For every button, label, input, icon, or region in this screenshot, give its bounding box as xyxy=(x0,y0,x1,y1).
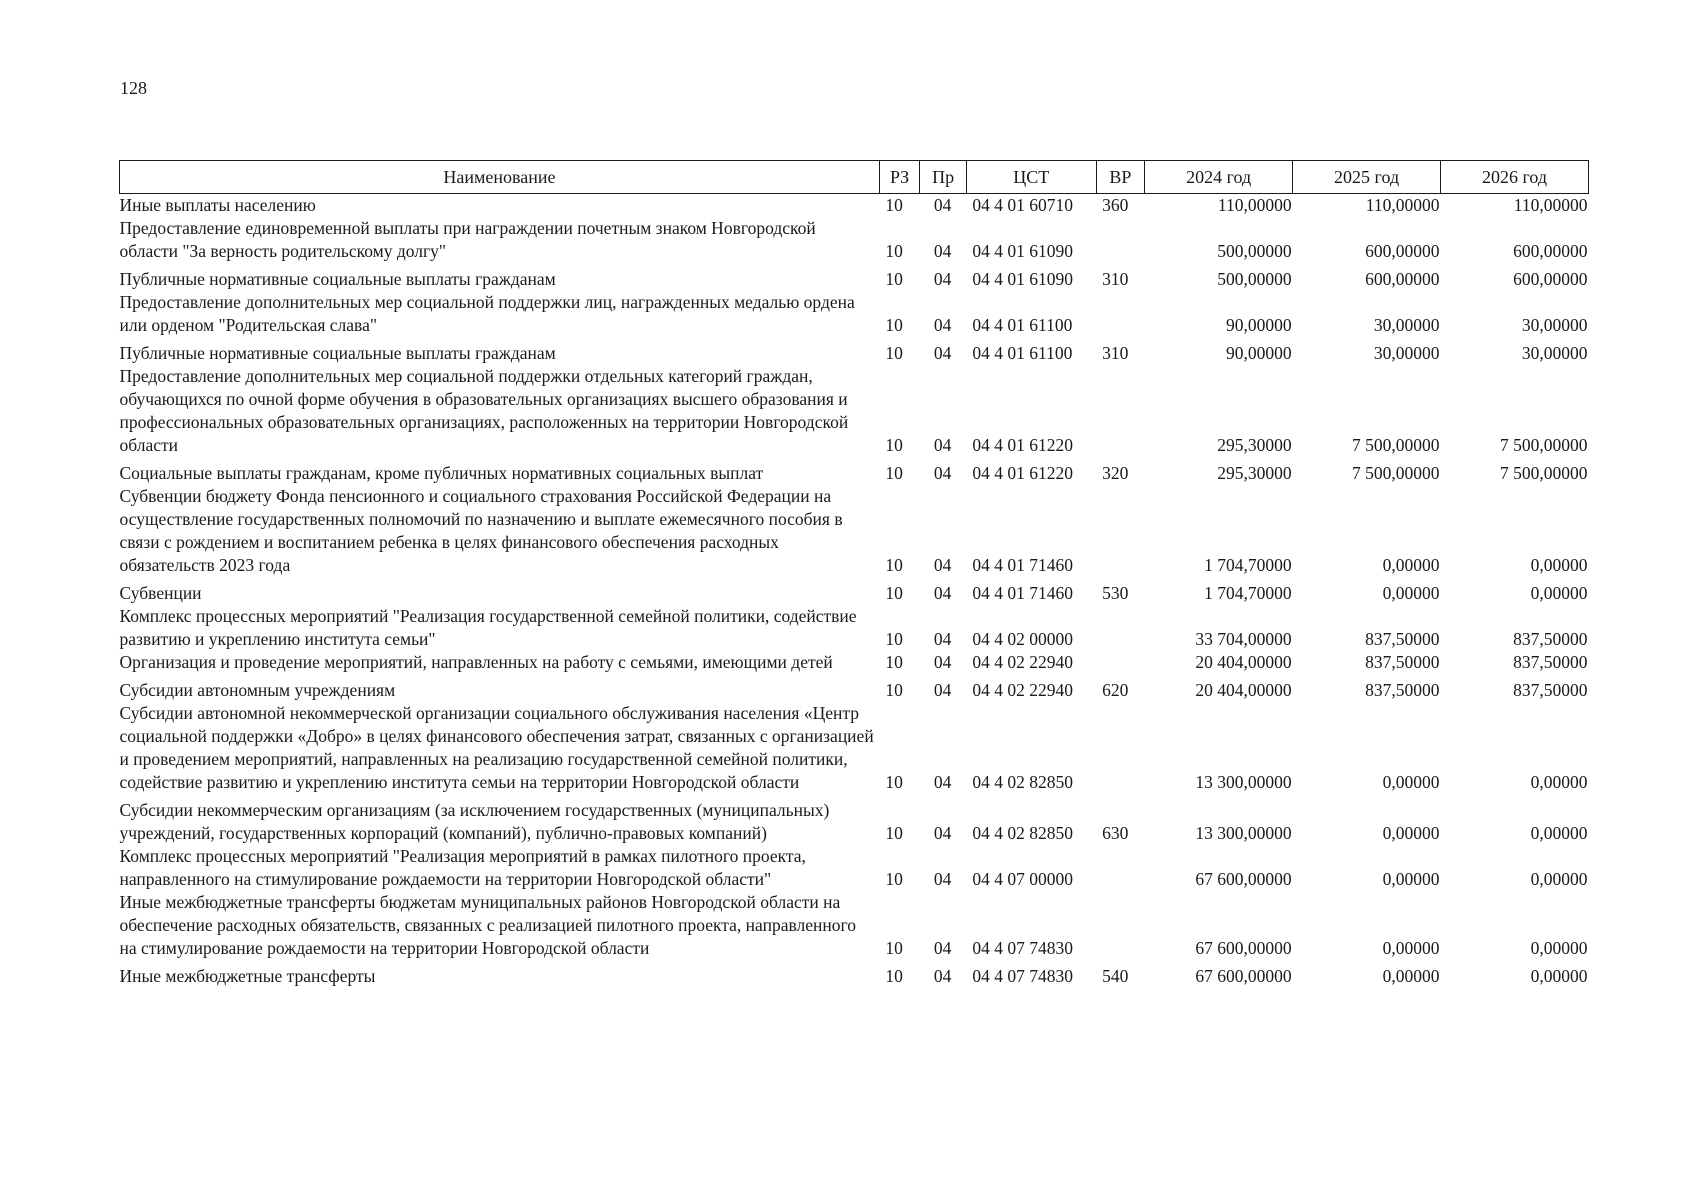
cell-2024: 1 704,70000 xyxy=(1204,583,1292,603)
table-row xyxy=(120,674,1589,702)
cell-2026: 0,00000 xyxy=(1530,823,1588,843)
cell-2025: 837,50000 xyxy=(1365,652,1440,672)
cell-pr: 04 xyxy=(933,652,952,672)
cell-rz: 10 xyxy=(885,195,903,215)
cell-2025: 600,00000 xyxy=(1365,269,1440,289)
cell-name: Субвенции xyxy=(119,583,202,603)
cell-2026: 30,00000 xyxy=(1521,315,1588,335)
cell-2025: 7 500,00000 xyxy=(1352,463,1440,483)
cell-2024: 20 404,00000 xyxy=(1195,652,1292,672)
cell-pr: 04 xyxy=(933,463,952,483)
cell-2025: 0,00000 xyxy=(1382,966,1440,986)
cell-cst: 04 4 01 61220 xyxy=(972,435,1074,455)
cell-cst: 04 4 01 61220 xyxy=(972,463,1074,483)
cell-pr: 04 xyxy=(933,343,952,363)
table-row xyxy=(120,960,1589,988)
cell-pr: 04 xyxy=(933,772,952,792)
cell-vr: 540 xyxy=(1102,966,1129,986)
cell-2024: 67 600,00000 xyxy=(1195,869,1292,889)
cell-2025: 110,00000 xyxy=(1365,195,1440,215)
table-header xyxy=(120,161,1589,194)
cell-name: Комплекс процессных мероприятий "Реализация мероприятий в рамках пилотного проекта, направленного на стимулирование рождаемости на территории Новгородской области" xyxy=(119,846,806,889)
cell-cst: 04 4 07 00000 xyxy=(972,869,1074,889)
cell-2024: 33 704,00000 xyxy=(1195,629,1292,649)
table-row xyxy=(120,365,1589,457)
cell-rz: 10 xyxy=(885,652,903,672)
cell-cst: 04 4 02 22940 xyxy=(972,680,1074,700)
cell-rz: 10 xyxy=(885,343,903,363)
cell-vr: 310 xyxy=(1102,269,1129,289)
cell-cst: 04 4 07 74830 xyxy=(972,966,1074,986)
cell-2025: 0,00000 xyxy=(1382,583,1440,603)
table-row xyxy=(120,845,1589,891)
cell-vr: 630 xyxy=(1102,823,1129,843)
cell-cst: 04 4 02 82850 xyxy=(972,772,1074,792)
cell-vr xyxy=(1096,605,1145,651)
table-row xyxy=(120,457,1589,485)
cell-2025: 30,00000 xyxy=(1373,315,1440,335)
cell-name: Публичные нормативные социальные выплаты гражданам xyxy=(119,343,556,363)
table-body xyxy=(120,194,1589,989)
cell-vr xyxy=(1096,485,1145,577)
cell-pr: 04 xyxy=(933,269,952,289)
cell-vr xyxy=(1096,891,1145,960)
cell-2025: 30,00000 xyxy=(1373,343,1440,363)
table-row xyxy=(120,217,1589,263)
cell-vr xyxy=(1096,217,1145,263)
table-row xyxy=(120,577,1589,605)
cell-cst: 04 4 02 82850 xyxy=(972,823,1074,843)
cell-2024: 500,00000 xyxy=(1217,269,1292,289)
cell-2026: 7 500,00000 xyxy=(1500,463,1588,483)
table-row xyxy=(120,291,1589,337)
cell-2026: 0,00000 xyxy=(1530,966,1588,986)
cell-2026: 110,00000 xyxy=(1513,195,1588,215)
cell-cst: 04 4 01 60710 xyxy=(972,195,1074,215)
cell-rz: 10 xyxy=(885,823,903,843)
header-2025: 2025 год xyxy=(1293,161,1441,194)
cell-pr: 04 xyxy=(933,555,952,575)
cell-pr: 04 xyxy=(933,966,952,986)
cell-pr: 04 xyxy=(933,583,952,603)
header-2024: 2024 год xyxy=(1145,161,1293,194)
cell-pr: 04 xyxy=(933,195,952,215)
table-row xyxy=(120,485,1589,577)
cell-2024: 110,00000 xyxy=(1217,195,1292,215)
cell-rz: 10 xyxy=(885,966,903,986)
cell-vr: 620 xyxy=(1102,680,1129,700)
cell-2024: 295,30000 xyxy=(1217,463,1292,483)
cell-name: Субсидии некоммерческим организациям (за исключением государственных (муниципальных) учреждений, государственных корпораций (компаний), публично-правовых компаний) xyxy=(119,800,830,843)
cell-rz: 10 xyxy=(885,938,903,958)
cell-name: Субсидии автономной некоммерческой организации социального обслуживания населения «Центр социальной поддержки «Добро» в целях финансового обеспечения затрат, связанных с организацией и проведением мероприятий, направленных на реализацию государственной семейной политики, содействие развитию и укреплению института семьи на территории Новгородской области xyxy=(119,703,874,792)
cell-vr: 530 xyxy=(1102,583,1129,603)
table-row xyxy=(120,194,1589,218)
table-row xyxy=(120,702,1589,794)
cell-name: Субсидии автономным учреждениям xyxy=(119,680,396,700)
cell-name: Предоставление дополнительных мер социальной поддержки лиц, награжденных медалью ордена или орденом "Родительская слава" xyxy=(119,292,855,335)
cell-2026: 0,00000 xyxy=(1530,772,1588,792)
cell-2026: 837,50000 xyxy=(1513,680,1588,700)
cell-cst: 04 4 02 22940 xyxy=(972,652,1074,672)
cell-2025: 837,50000 xyxy=(1365,680,1440,700)
cell-2024: 13 300,00000 xyxy=(1195,772,1292,792)
budget-table xyxy=(119,160,1589,988)
cell-cst: 04 4 01 71460 xyxy=(972,555,1074,575)
cell-2025: 0,00000 xyxy=(1382,772,1440,792)
cell-2024: 67 600,00000 xyxy=(1195,966,1292,986)
table-row xyxy=(120,263,1589,291)
cell-2026: 30,00000 xyxy=(1521,343,1588,363)
cell-name: Предоставление дополнительных мер социальной поддержки отдельных категорий граждан, обучающихся по очной форме обучения в образовательных организациях высшего образования и профессиональных образовательных организациях, расположенных на территории Новгородской области xyxy=(119,366,849,455)
cell-pr: 04 xyxy=(933,315,952,335)
header-rz: РЗ xyxy=(879,161,920,194)
cell-name: Предоставление единовременной выплаты при награждении почетным знаком Новгородской области "За верность родительскому долгу" xyxy=(119,218,816,261)
cell-cst: 04 4 01 61100 xyxy=(972,343,1073,363)
page-number: 128 xyxy=(120,78,147,98)
cell-vr xyxy=(1096,651,1145,674)
cell-vr xyxy=(1096,365,1145,457)
cell-2024: 90,00000 xyxy=(1226,315,1292,335)
cell-rz: 10 xyxy=(885,315,903,335)
cell-cst: 04 4 01 71460 xyxy=(972,583,1074,603)
cell-rz: 10 xyxy=(885,869,903,889)
cell-2025: 7 500,00000 xyxy=(1352,435,1440,455)
cell-rz: 10 xyxy=(885,269,903,289)
cell-2026: 0,00000 xyxy=(1530,583,1588,603)
cell-2025: 600,00000 xyxy=(1365,241,1440,261)
cell-rz: 10 xyxy=(885,435,903,455)
cell-name: Субвенции бюджету Фонда пенсионного и социального страхования Российской Федерации на осуществление государственных полномочий по назначению и выплате ежемесячного пособия в связи с рождением и воспитанием ребенка в целях финансового обеспечения расходных обязательств 2023 года xyxy=(119,486,843,575)
cell-2026: 0,00000 xyxy=(1530,869,1588,889)
cell-2024: 500,00000 xyxy=(1217,241,1292,261)
cell-pr: 04 xyxy=(933,241,952,261)
table-row xyxy=(120,651,1589,674)
cell-vr xyxy=(1096,702,1145,794)
cell-pr: 04 xyxy=(933,938,952,958)
cell-cst: 04 4 01 61100 xyxy=(972,315,1073,335)
cell-name: Социальные выплаты гражданам, кроме публичных нормативных социальных выплат xyxy=(119,463,764,483)
cell-vr: 360 xyxy=(1102,195,1129,215)
header-pr: Пр xyxy=(920,161,967,194)
cell-2026: 7 500,00000 xyxy=(1500,435,1588,455)
cell-2025: 0,00000 xyxy=(1382,555,1440,575)
cell-2025: 0,00000 xyxy=(1382,823,1440,843)
header-name: Наименование xyxy=(120,161,880,194)
table-row xyxy=(120,891,1589,960)
cell-2025: 0,00000 xyxy=(1382,869,1440,889)
cell-pr: 04 xyxy=(933,629,952,649)
cell-rz: 10 xyxy=(885,772,903,792)
table-row xyxy=(120,337,1589,365)
cell-2024: 90,00000 xyxy=(1226,343,1292,363)
cell-name: Иные межбюджетные трансферты xyxy=(119,966,376,986)
cell-2024: 67 600,00000 xyxy=(1195,938,1292,958)
cell-rz: 10 xyxy=(885,241,903,261)
cell-rz: 10 xyxy=(885,555,903,575)
cell-2025: 0,00000 xyxy=(1382,938,1440,958)
cell-cst: 04 4 01 61090 xyxy=(972,241,1074,261)
table-row xyxy=(120,605,1589,651)
cell-vr xyxy=(1096,845,1145,891)
cell-2024: 1 704,70000 xyxy=(1204,555,1292,575)
cell-vr: 310 xyxy=(1102,343,1129,363)
cell-2026: 0,00000 xyxy=(1530,555,1588,575)
cell-rz: 10 xyxy=(885,583,903,603)
cell-name: Организация и проведение мероприятий, направленных на работу с семьями, имеющими детей xyxy=(119,652,833,672)
cell-cst: 04 4 02 00000 xyxy=(972,629,1074,649)
cell-2024: 295,30000 xyxy=(1217,435,1292,455)
table-row xyxy=(120,794,1589,845)
header-2026: 2026 год xyxy=(1441,161,1589,194)
cell-vr xyxy=(1096,291,1145,337)
cell-2024: 13 300,00000 xyxy=(1195,823,1292,843)
cell-rz: 10 xyxy=(885,463,903,483)
cell-pr: 04 xyxy=(933,680,952,700)
cell-name: Публичные нормативные социальные выплаты гражданам xyxy=(119,269,556,289)
cell-name: Комплекс процессных мероприятий "Реализация государственной семейной политики, содействие развитию и укреплению института семьи" xyxy=(119,606,857,649)
cell-name: Иные выплаты населению xyxy=(119,195,316,215)
cell-2025: 837,50000 xyxy=(1365,629,1440,649)
cell-pr: 04 xyxy=(933,869,952,889)
cell-rz: 10 xyxy=(885,680,903,700)
cell-pr: 04 xyxy=(933,435,952,455)
cell-2026: 600,00000 xyxy=(1513,269,1588,289)
cell-vr: 320 xyxy=(1102,463,1129,483)
cell-2026: 837,50000 xyxy=(1513,629,1588,649)
cell-cst: 04 4 01 61090 xyxy=(972,269,1074,289)
header-vr: ВР xyxy=(1096,161,1145,194)
cell-pr: 04 xyxy=(933,823,952,843)
cell-2024: 20 404,00000 xyxy=(1195,680,1292,700)
cell-2026: 600,00000 xyxy=(1513,241,1588,261)
cell-name: Иные межбюджетные трансферты бюджетам муниципальных районов Новгородской области на обеспечение расходных обязательств, связанных с реализацией пилотного проекта, направленного на стимулирование рождаемости на территории Новгородской области xyxy=(119,892,856,958)
header-cst: ЦСТ xyxy=(966,161,1096,194)
cell-cst: 04 4 07 74830 xyxy=(972,938,1074,958)
budget-table-container xyxy=(119,160,1589,988)
cell-2026: 0,00000 xyxy=(1530,938,1588,958)
cell-rz: 10 xyxy=(885,629,903,649)
cell-2026: 837,50000 xyxy=(1513,652,1588,672)
